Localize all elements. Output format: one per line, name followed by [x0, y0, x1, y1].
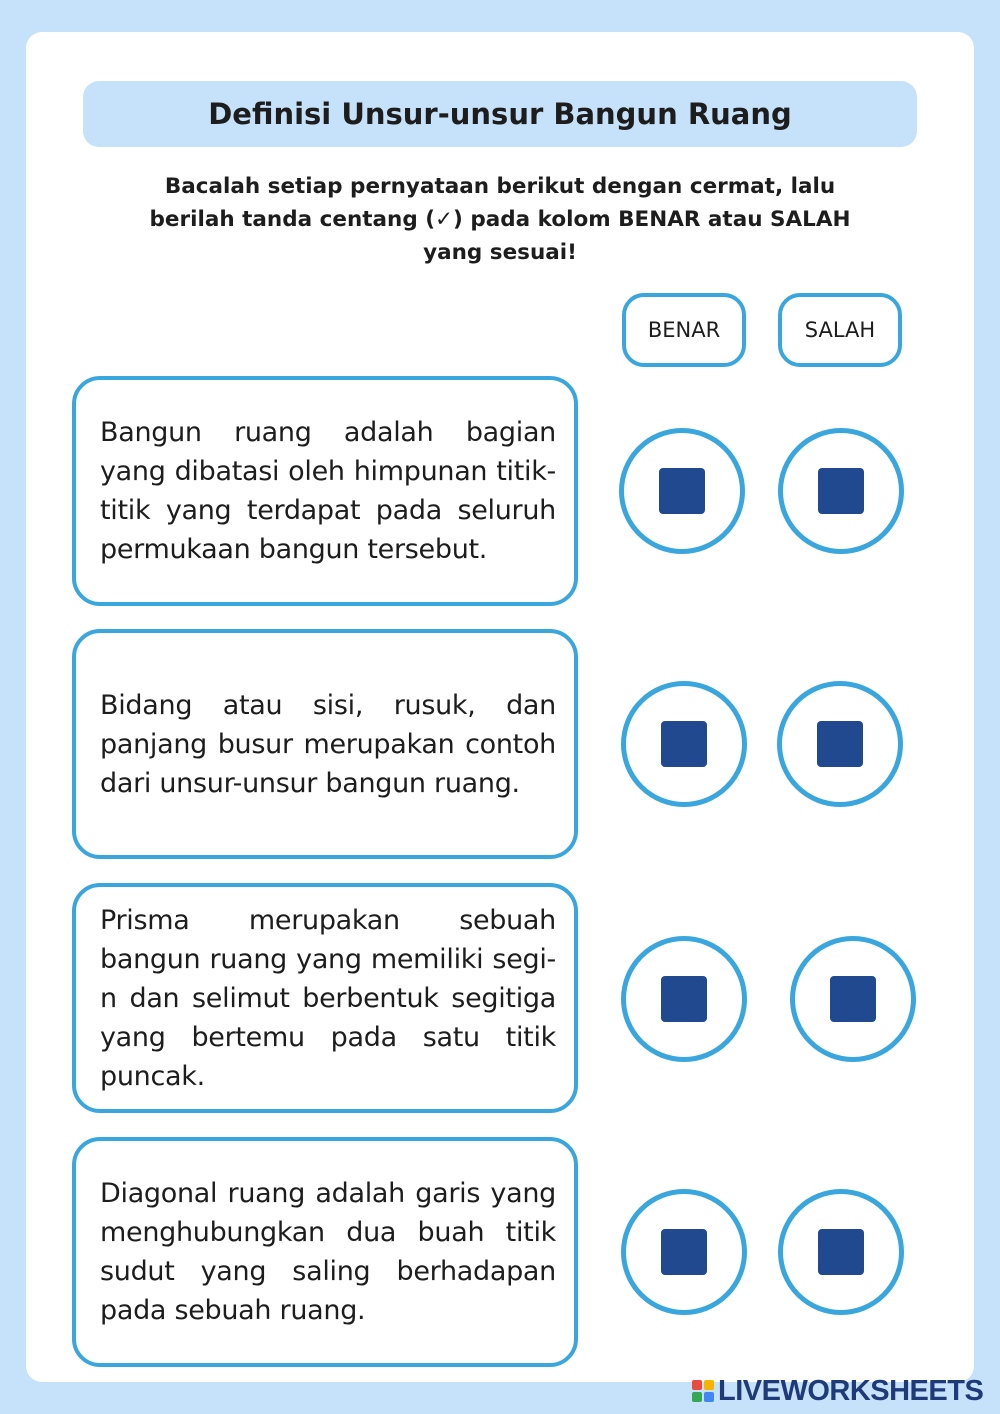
salah-checkbox-4[interactable]	[778, 1189, 904, 1315]
benar-checkbox-2[interactable]	[621, 681, 747, 807]
instruction-text	[90, 170, 910, 269]
salah-checkbox-3[interactable]	[790, 936, 916, 1062]
column-header-benar	[622, 293, 746, 367]
instruction-line: berilah tanda centang (✓) pada kolom BENAR atau SALAH	[149, 207, 851, 232]
statement-text-4: Diagonal ruang adalah garis yang menghubungkan dua buah titik sudut yang saling berhadapan pada sebuah ruang.	[100, 1178, 556, 1326]
checkbox-square	[818, 468, 864, 514]
benar-checkbox-1[interactable]	[619, 428, 745, 554]
statement-text-3: Prisma merupakan sebuah bangun ruang yang memiliki segi-n dan selimut berbentuk segitiga yang bertemu pada satu titik puncak.	[100, 904, 556, 1092]
column-header-salah	[778, 293, 902, 367]
page-title-text: Definisi Unsur-unsur Bangun Ruang	[208, 97, 792, 131]
logo-tile	[692, 1380, 702, 1390]
logo-tile	[704, 1392, 714, 1402]
instruction-line: yang sesuai!	[423, 240, 577, 265]
column-header-benar-label: BENAR	[647, 318, 721, 342]
statement-text-2: Bidang atau sisi, rusuk, dan panjang busur merupakan contoh dari unsur-unsur bangun ruang.	[100, 689, 556, 799]
liveworksheets-logo[interactable]	[692, 1374, 983, 1408]
salah-checkbox-1[interactable]	[778, 428, 904, 554]
instruction-line: Bacalah setiap pernyataan berikut dengan cermat, lalu	[164, 174, 836, 199]
logo-tile	[704, 1380, 714, 1390]
checkbox-square	[661, 1229, 707, 1275]
logo-tile	[692, 1392, 702, 1402]
checkbox-square	[830, 976, 876, 1022]
statement-card-3	[72, 883, 578, 1113]
liveworksheets-logo-text: LIVEWORKSHEETS	[718, 1374, 984, 1407]
checkbox-square	[818, 1229, 864, 1275]
benar-checkbox-4[interactable]	[621, 1189, 747, 1315]
checkbox-square	[661, 976, 707, 1022]
statement-text-1: Bangun ruang adalah bagian yang dibatasi oleh himpunan titik-titik yang terdapat pada seluruh permukaan bangun tersebut.	[100, 417, 556, 565]
statement-card-2	[72, 629, 578, 859]
page-title	[83, 81, 917, 147]
liveworksheets-logo-icon	[692, 1380, 714, 1402]
checkbox-square	[661, 721, 707, 767]
checkbox-square	[817, 721, 863, 767]
statement-card-4	[72, 1137, 578, 1367]
statement-card-1	[72, 376, 578, 606]
salah-checkbox-2[interactable]	[777, 681, 903, 807]
benar-checkbox-3[interactable]	[621, 936, 747, 1062]
checkbox-square	[659, 468, 705, 514]
column-header-salah-label: SALAH	[804, 318, 876, 342]
